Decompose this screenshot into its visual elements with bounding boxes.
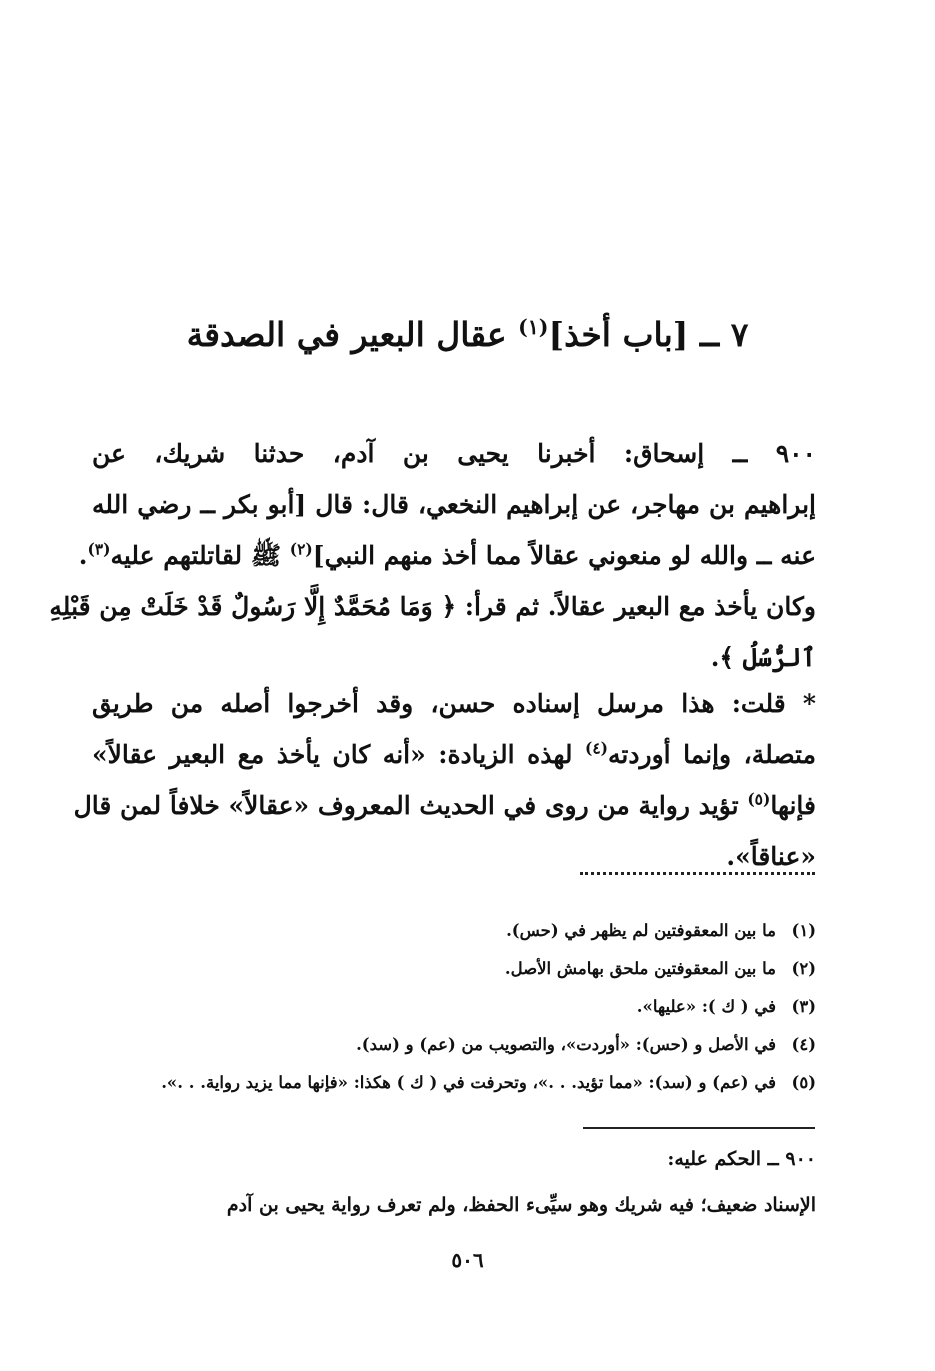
footnote-number: (٢) [791,959,816,978]
ruling-heading: ٩٠٠ ــ الحكم عليه: [667,1148,816,1170]
comment-line: «عناقاً». [726,842,816,871]
comment-line [92,729,816,780]
footnote-number: (٥) [791,1073,816,1092]
footnote [92,912,816,950]
footnote-ref: (٣) [87,539,111,559]
ruling-divider [583,1127,815,1129]
quran-quote-line: ٱلرُّسُلُ ﴾. [710,643,816,672]
hadith-text: عنه ــ والله لو منعوني عقالاً مما أخذ منهم النبي] [312,541,816,570]
footnote-ref: (٢) [289,539,313,559]
comment-text: تؤيد رواية من روى في الحديث المعروف «عقالاً» خلافاً لمن قال [73,791,748,820]
chapter-title-prefix: ٧ ــ [باب أخذ] [548,315,749,354]
footnote-number: (٣) [791,997,816,1016]
footnote-ref: (٤) [584,738,608,758]
footnote [92,950,816,988]
footnotes [92,912,816,1102]
footnote-text: ما بين المعقوفتين لم يظهر في (حس). [506,921,776,940]
hadith-line: ٩٠٠ ــ إسحاق: أخبرنا يحيى بن آدم، حدثنا شريك، عن [92,439,816,468]
footnote-ref: (١) [518,315,549,339]
ruling-section [92,1136,816,1228]
footnote-text: في (عم) و (سد): «مما تؤيد. . .»، وتحرفت في ( ك ) هكذا: «فإنها مما يزيد رواية. . .». [161,1073,776,1092]
footnote-text: ما بين المعقوفتين ملحق بهامش الأصل. [504,959,776,978]
footnote-text: في ( ك ): «عليها». [636,997,776,1016]
footnote [92,1026,816,1064]
comment-text: لهذه الزيادة: «أنه كان يأخذ مع البعير عقالاً» [92,740,585,769]
footnote-ref: (٥) [747,789,771,809]
comment-text: متصلة، وإنما أوردته [608,740,816,769]
footnote-text: في الأصل و (حس): «أوردت»، والتصويب من (عم) و (سد). [356,1035,776,1054]
footnote-number: (٤) [791,1035,816,1054]
hadith-text: . [78,541,88,570]
quran-quote-line: وكان يأخذ مع البعير عقالاً. ثم قرأ: ﴿ وَمَا مُحَمَّدٌ إِلَّا رَسُولٌ قَدْ خَلَتْ مِن قَبْلِهِ [49,592,816,621]
comment-line [73,780,816,831]
chapter-title-rest: عقال البعير في الصدقة [186,315,519,354]
footnote [92,988,816,1026]
chapter-title [140,310,795,360]
footnote-number: (١) [791,921,816,940]
ruling-text: الإسناد ضعيف؛ فيه شريك وهو سيِّىء الحفظ، ولم تعرف رواية يحيى بن آدم [226,1194,816,1216]
hadith-text: ﷺ لقاتلتهم عليه [110,541,290,570]
hadith-line: إبراهيم بن مهاجر، عن إبراهيم النخعي، قال: قال [أبو بكر ــ رضي الله [92,490,816,519]
page-number: ٥٠٦ [451,1248,484,1272]
comment-text: فإنها [770,791,816,820]
comment-paragraph [73,678,816,882]
footnote [92,1064,816,1102]
hadith-line [78,530,816,581]
hadith-paragraph [49,428,816,683]
comment-line: * قلت: هذا مرسل إسناده حسن، وقد أخرجوا أصله من طريق [92,689,816,718]
footnote-divider [580,872,815,875]
